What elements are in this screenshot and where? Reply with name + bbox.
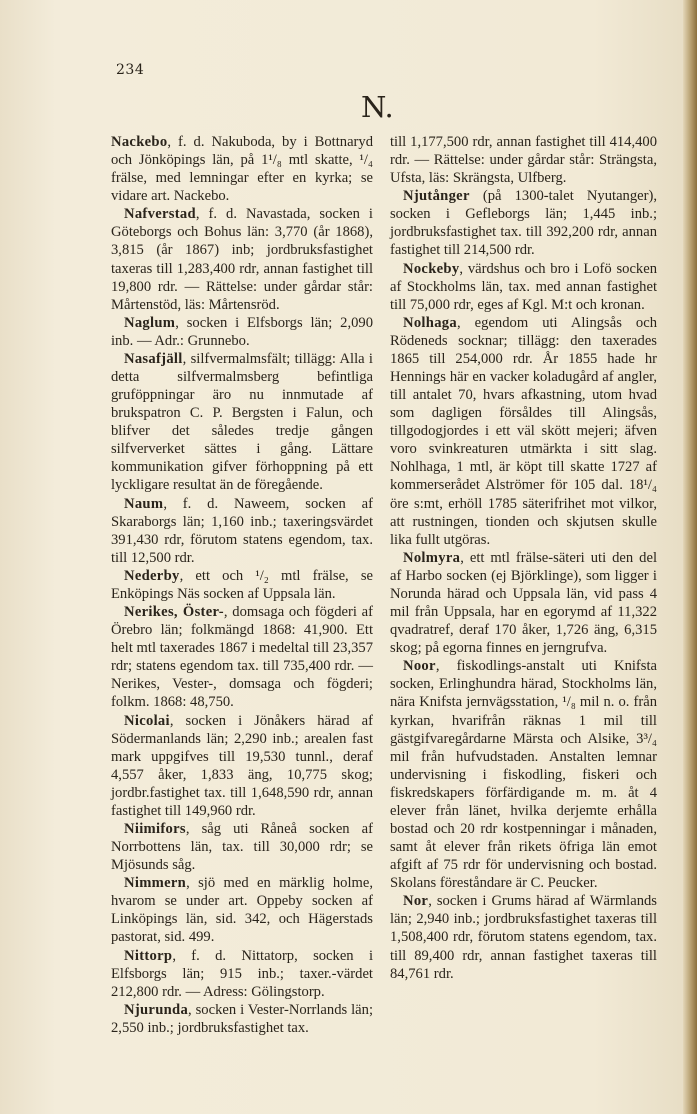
entry-headword: Nockeby bbox=[403, 260, 460, 277]
entry bbox=[111, 350, 373, 495]
entry-text: , ett och ¹/₂ mtl frälse, se Enköpings Näs socken af Uppsala län. bbox=[111, 567, 373, 602]
entry bbox=[390, 657, 657, 892]
entry-text: , socken i Elfsborgs län; 2,090 inb. — Adr.: Grunnebo. bbox=[111, 314, 373, 349]
entry-headword: Njutånger bbox=[403, 188, 470, 205]
entry-headword: Nolhaga bbox=[403, 314, 457, 331]
entry-text: , silfvermalmsfält; tillägg: Alla i detta silfvermalmsberg befintliga gruföppningar äro nu innmutade af brukspatron C. P. Bergsten i Falun, och blifver det således tredje gången silfververket sättes i gång. Lättare kommunikation gifver förhoppning på ett lyckligare resultat än de föregående. bbox=[111, 350, 373, 494]
entry-text: , socken i Grums härad af Wärmlands län; 2,940 inb.; jordbruksfastighet taxeras till 1,508,400 rdr, förutom statens egendom, tax. till 89,400 rdr, annan fastighet taxeras till 84,761 rdr. bbox=[390, 893, 657, 982]
page-edge bbox=[683, 0, 697, 1114]
entry-headword: Niimifors bbox=[124, 820, 186, 837]
entry-headword: Nederby bbox=[124, 567, 180, 584]
entry bbox=[111, 133, 373, 205]
entry bbox=[111, 820, 373, 874]
entry bbox=[390, 187, 657, 259]
entry-text: , såg uti Råneå socken af Norrbottens län, tax. till 30,000 rdr; se Mjösunds såg. bbox=[111, 820, 373, 874]
entry-text: , domsaga och fögderi af Örebro län; folkmängd 1868: 41,900. Ett helt mtl taxerades 1867 i medeltal till 23,357 rdr; statens egendom tax. till 735,400 rdr. — Nerikes, Vester-, domsaga och fögderi; folkm. 1868: 48,750. bbox=[111, 604, 373, 711]
entry bbox=[111, 205, 373, 313]
entry-headword: Nerikes, Öster- bbox=[124, 604, 224, 621]
entry-text: , f. d. Nakuboda, by i Bottnaryd och Jönköpings län, på 1¹/₈ mtl skatte, ¹/₄ frälse, med lemningar efter en kyrka; se vidare art. Nackebo. bbox=[111, 134, 373, 205]
entry bbox=[390, 549, 657, 657]
entry bbox=[111, 495, 373, 567]
entry-text: , f. d. Nittatorp, socken i Elfsborgs län; 915 inb.; taxer.-värdet 212,800 rdr. — Adress: Gölingstorp. bbox=[111, 947, 373, 1000]
entry-headword: Nolmyra bbox=[403, 549, 461, 566]
entry-text: , fiskodlings-anstalt uti Knifsta socken, Erlinghundra härad, Stockholms län, nära Knifsta jernvägsstation, ¹/₈ mil n. o. från kyrkan, hvarifrån räknas 1 mil till gästgifvaregårdarne Märsta och Alsike, 3³/₄ mil från hufvudstaden. Anstalten lemnar undervisning i fiskodling, fiskeri och fiskredskapers förfärdigande m. m. åt 4 elever från länet, hvilka derjemte erhålla bostad och 20 rdr kostpenningar i månaden, samt åt elever från rikets öfriga län emot afgift af 75 rdr för undervisning och bostad. Skolans föreståndare är C. Peucker. bbox=[390, 658, 657, 892]
entry-headword: Nor bbox=[403, 893, 429, 910]
entry bbox=[111, 1001, 373, 1037]
entry-headword: Nafverstad bbox=[124, 206, 196, 223]
entry bbox=[111, 603, 373, 711]
entry bbox=[390, 260, 657, 314]
entry-text: (på 1300-talet Nyutanger), socken i Gefleborgs län; 1,445 inb.; jordbruksfastighet tax. till 392,200 rdr, annan fastighet till 214,500 rdr. bbox=[390, 188, 657, 259]
entry-headword: Nittorp bbox=[124, 947, 173, 964]
entry-continuation bbox=[390, 133, 657, 187]
entry-headword: Naglum bbox=[124, 314, 176, 331]
entry bbox=[111, 712, 373, 820]
entry-text: till 1,177,500 rdr, annan fastighet till 414,400 rdr. — Rättelse: under gårdar står: Strängsta, Ufsta, läs: Skrängsta, Ulfberg. bbox=[390, 134, 657, 187]
entry-text: , socken i Jönåkers härad af Södermanlands län; 2,290 inb.; arealen fast mark uppgifves till 19,530 tunnl., deraf 4,557 åker, 1,833 äng, 10,775 skog; jordbr.fastighet tax. till 1,648,590 rdr, annan fastighet till 149,960 rdr. bbox=[111, 712, 373, 819]
entry-text: , sjö med en märklig holme, hvarom se under art. Oppeby socken af Linköpings län, sid. 342, och Hägerstads pastorat, sid. 499. bbox=[111, 875, 373, 946]
entry-headword: Njurunda bbox=[124, 1001, 189, 1018]
left-column bbox=[111, 133, 373, 1037]
entry-headword: Nasafjäll bbox=[124, 350, 183, 367]
entry-text: , f. d. Navastada, socken i Göteborgs och Bohus län: 3,770 (år 1868), 3,815 (år 1867) inb; jordbruksfastighet taxeras till 1,283,400 rdr, annan fastighet till 19,800 rdr. — Rättelse: under gårdar står: Mårtenstöd, läs: Mårtensröd. bbox=[111, 206, 373, 313]
entry bbox=[390, 314, 657, 549]
entry-text: , f. d. Naweem, socken af Skaraborgs län; 1,160 inb.; taxeringsvärdet 391,430 rdr, förutom statens egendom, tax. till 12,500 rdr. bbox=[111, 495, 373, 566]
entry-headword: Nicolai bbox=[124, 712, 170, 729]
entry-headword: Nimmern bbox=[124, 875, 187, 892]
entry bbox=[111, 874, 373, 946]
entry bbox=[111, 314, 373, 350]
entry-text: , socken i Vester-Norrlands län; 2,550 inb.; jordbruksfastighet tax. bbox=[111, 1001, 373, 1036]
entry bbox=[390, 892, 657, 982]
entry-text: , egendom uti Alingsås och Rödeneds socknar; tillägg: den taxerades 1865 till 254,000 rdr. År 1855 hade hr Hennings här en vacker koladugård af angler, till antalet 70, hvars afkastning, utom hvad som dagligen försåldes till Alingsås, tillgodogjordes i ett väl skött mejeri; äfven voro svinkreaturen utmärkta i sitt slag. Nohlhaga, 1 mtl, är köpt till skatte 1727 af kommerserådet Alströmer för 105 dal. 18¹/₄ öre s:mt, erhöll 1785 säterifrihet mot vilkor, att rustningen, tionden och skjutsen skulle lika fullt utgöras. bbox=[390, 314, 657, 548]
entry-headword: Nackebo bbox=[111, 134, 168, 150]
entry bbox=[111, 947, 373, 1001]
page-number: 234 bbox=[116, 62, 145, 78]
right-column bbox=[390, 133, 657, 983]
section-letter: N. bbox=[361, 90, 394, 124]
entry-text: , värdshus och bro i Lofö socken af Stockholms län, tax. med annan fastighet till 75,000 rdr, eges af Kgl. M:t och kronan. bbox=[390, 260, 657, 313]
entry-headword: Naum bbox=[124, 495, 164, 512]
entry-text: , ett mtl frälse-säteri uti den del af Harbo socken (ej Björklinge), som ligger i Norunda härad och Uppsala län, vid pass 4 mil från Uppsala, har en egorymd af 11,322 qvadratref, deraf 170 åker, 1,726 äng, 6,315 skog; på egorna finnes en jerngrufva. bbox=[390, 549, 657, 657]
entry-headword: Noor bbox=[403, 658, 436, 675]
entry bbox=[111, 567, 373, 603]
